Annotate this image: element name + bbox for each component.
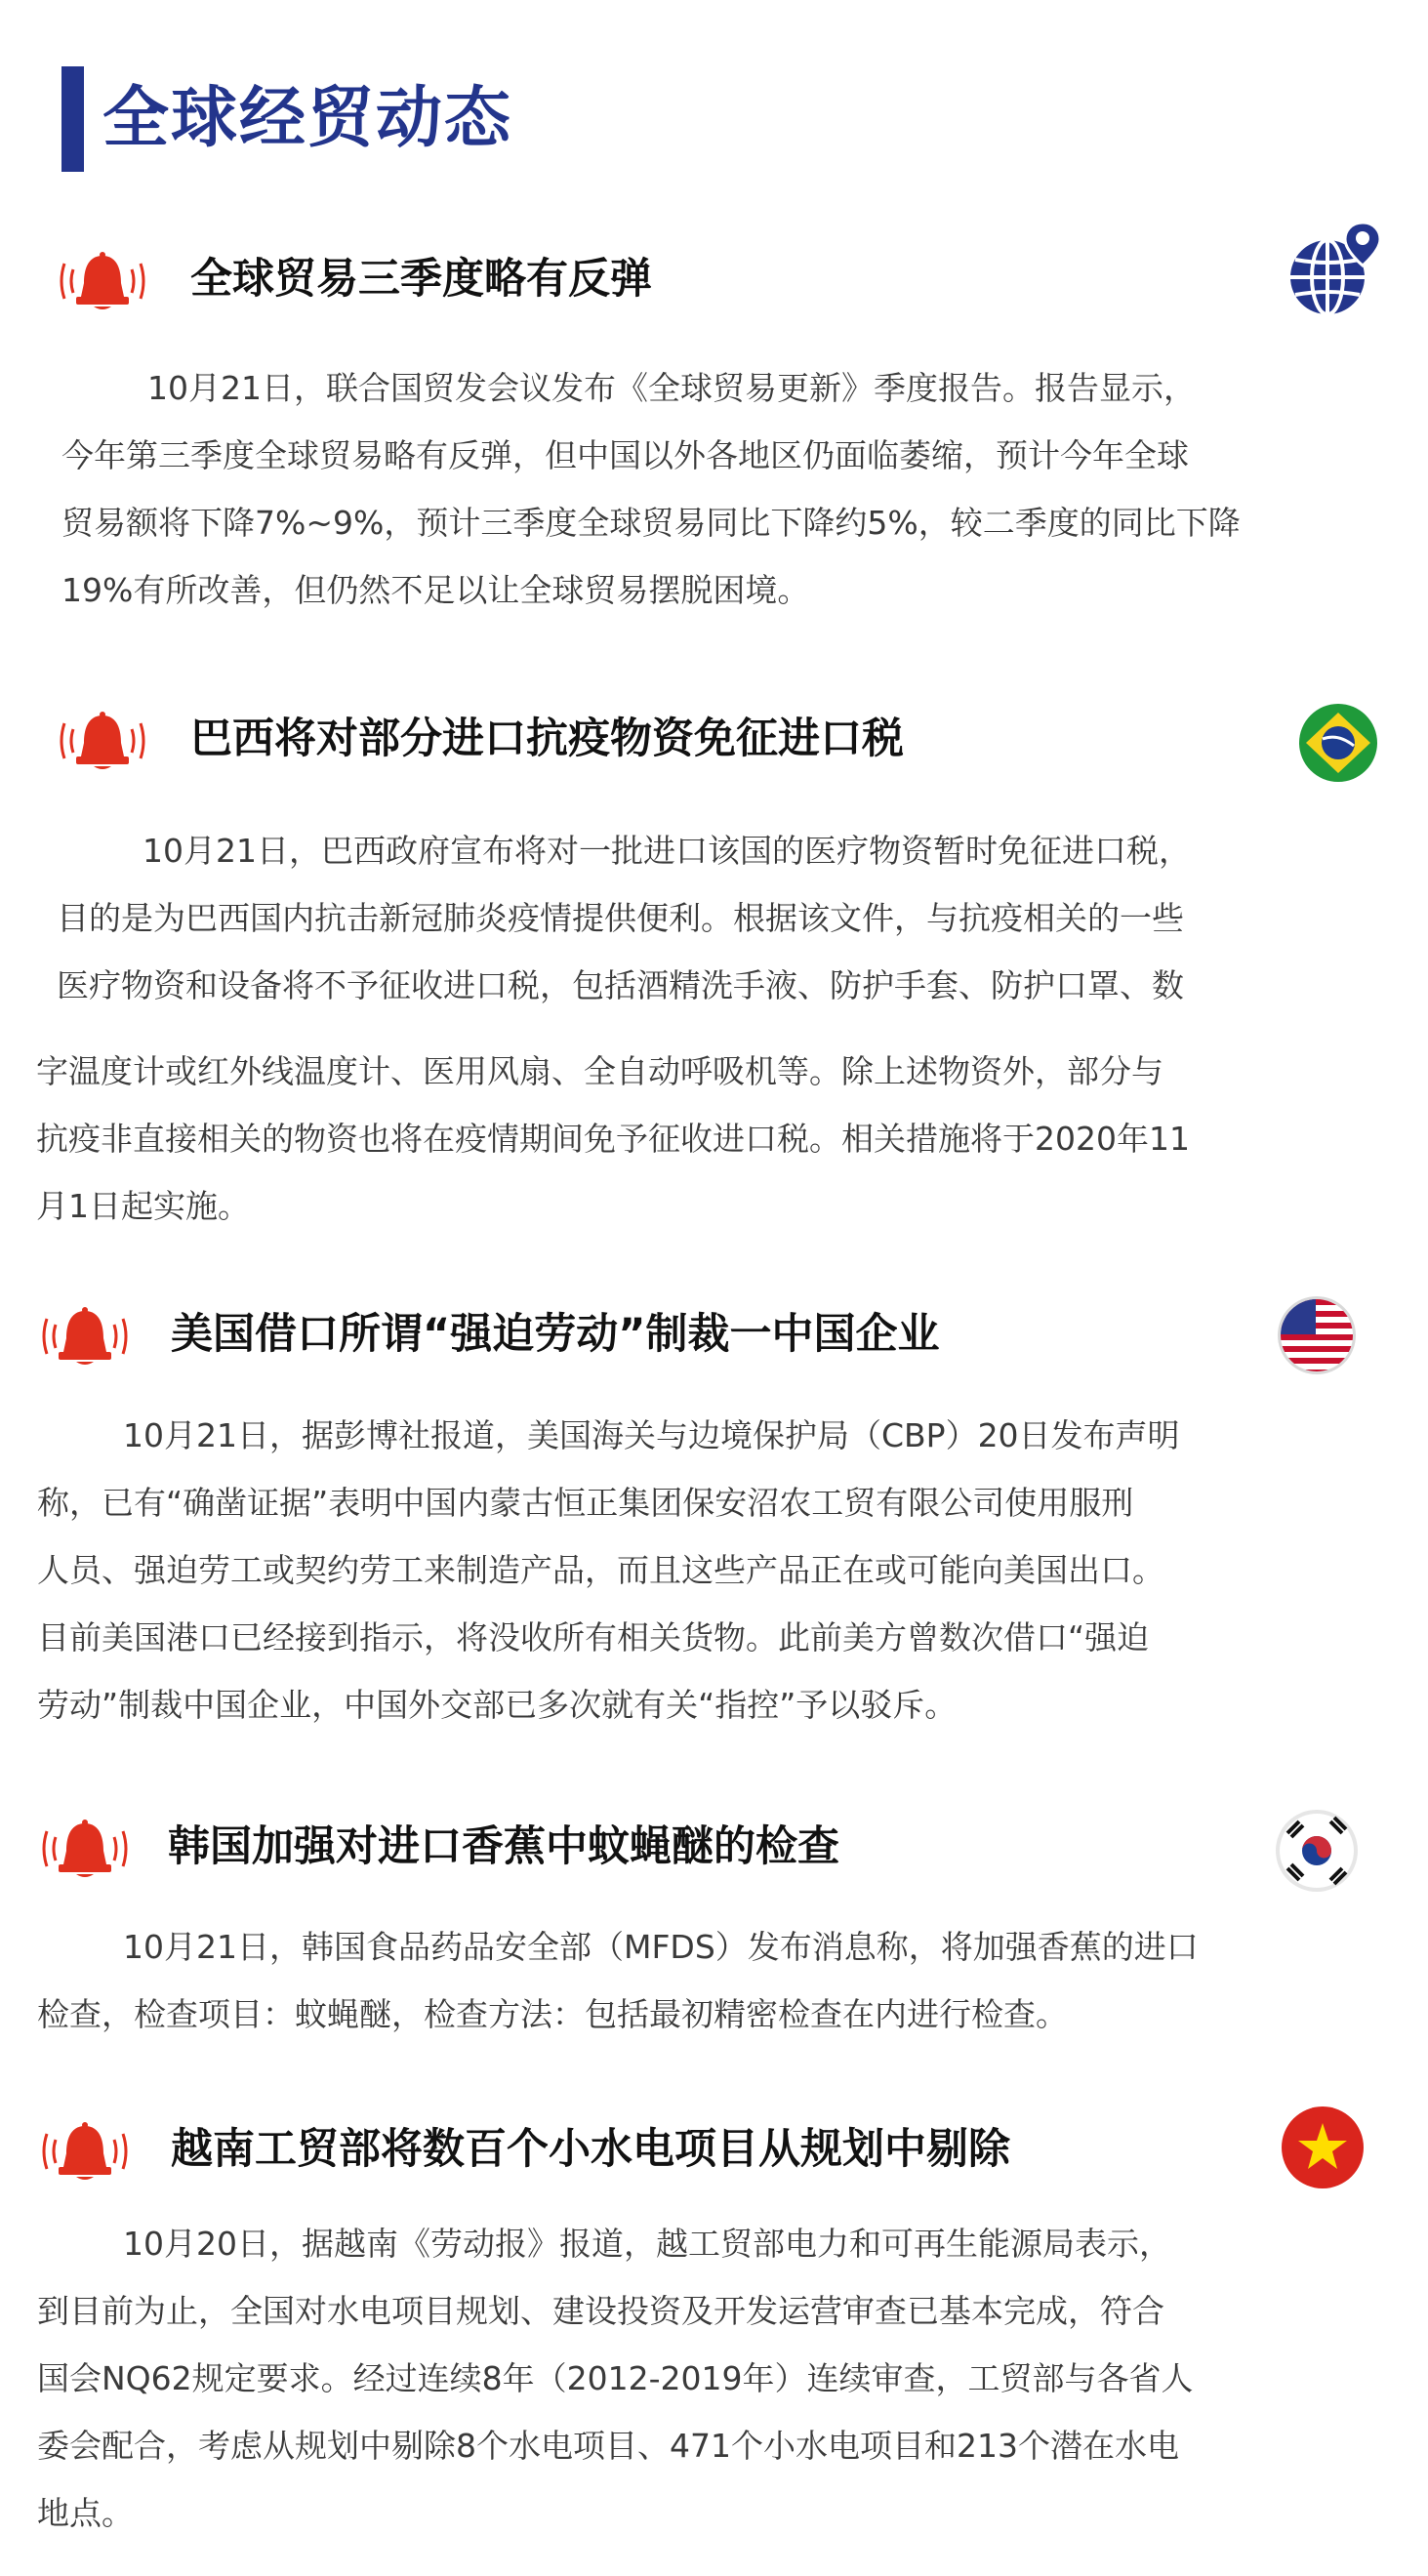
alarm-bell-icon bbox=[37, 1305, 133, 1368]
brazil-flag-icon bbox=[1298, 703, 1378, 783]
header-accent-bar bbox=[61, 66, 84, 172]
paragraph-line: 今年第三季度全球贸易略有反弹，但中国以外各地区仍面临萎缩，预计今年全球 bbox=[61, 436, 1189, 474]
alarm-bell-icon bbox=[55, 250, 150, 312]
paragraph-line: 检查，检查项目：蚊蝇醚，检查方法：包括最初精密检查在内进行检查。 bbox=[37, 1995, 1068, 2033]
vietnam-flag-icon bbox=[1281, 2106, 1365, 2189]
article-body bbox=[37, 1402, 1180, 1738]
paragraph-line: 19%有所改善，但仍然不足以让全球贸易摆脱困境。 bbox=[61, 571, 810, 609]
article-body bbox=[37, 1913, 1199, 2048]
article-headline: 巴西将对部分进口抗疫物资免征进口税 bbox=[190, 715, 904, 763]
page-title: 全球经贸动态 bbox=[102, 80, 513, 157]
paragraph-line: 10月21日，巴西政府宣布将对一批进口该国的医疗物资暂时免征进口税， bbox=[143, 832, 1191, 870]
alarm-bell-icon bbox=[37, 1818, 133, 1880]
article-body bbox=[37, 2210, 1194, 2547]
article-headline: 美国借口所谓“强迫劳动”制裁一中国企业 bbox=[171, 1310, 940, 1359]
paragraph-line: 字温度计或红外线温度计、医用风扇、全自动呼吸机等。除上述物资外，部分与 bbox=[36, 1052, 1163, 1090]
article-body-continued bbox=[36, 1038, 1190, 1240]
paragraph-line: 10月21日，联合国贸发会议发布《全球贸易更新》季度报告。报告显示， bbox=[147, 369, 1196, 407]
paragraph-line: 国会NQ62规定要求。经过连续8年（2012-2019年）连续审查，工贸部与各省人 bbox=[37, 2359, 1194, 2397]
article-headline: 韩国加强对进口香蕉中蚊蝇醚的检查 bbox=[168, 1822, 839, 1871]
alarm-bell-icon bbox=[37, 2120, 133, 2183]
paragraph-line: 月1日起实施。 bbox=[36, 1187, 250, 1225]
paragraph-line: 委会配合，考虑从规划中剔除8个水电项目、471个小水电项目和213个潜在水电 bbox=[37, 2427, 1179, 2465]
article-headline: 全球贸易三季度略有反弹 bbox=[190, 255, 652, 304]
paragraph-line: 医疗物资和设备将不予征收进口税，包括酒精洗手液、防护手套、防护口罩、数 bbox=[57, 966, 1184, 1004]
korea-flag-icon bbox=[1274, 1808, 1360, 1894]
paragraph-line: 称，已有“确凿证据”表明中国内蒙古恒正集团保安沼农工贸有限公司使用服刑 bbox=[37, 1484, 1134, 1522]
usa-flag-icon bbox=[1277, 1295, 1357, 1375]
article-body bbox=[57, 817, 1191, 1019]
article-body bbox=[61, 354, 1241, 624]
paragraph-line: 贸易额将下降7%~9%，预计三季度全球贸易同比下降约5%，较二季度的同比下降 bbox=[61, 504, 1241, 542]
paragraph-line: 目前美国港口已经接到指示，将没收所有相关货物。此前美方曾数次借口“强迫 bbox=[37, 1618, 1150, 1656]
paragraph-line: 劳动”制裁中国企业，中国外交部已多次就有关“指控”予以驳斥。 bbox=[37, 1686, 958, 1724]
paragraph-line: 人员、强迫劳工或契约劳工来制造产品，而且这些产品正在或可能向美国出口。 bbox=[37, 1551, 1164, 1589]
paragraph-line: 10月21日，据彭博社报道，美国海关与边境保护局（CBP）20日发布声明 bbox=[123, 1416, 1180, 1454]
article-headline: 越南工贸部将数百个小水电项目从规划中剔除 bbox=[171, 2125, 1010, 2174]
paragraph-line: 目的是为巴西国内抗击新冠肺炎疫情提供便利。根据该文件，与抗疫相关的一些 bbox=[57, 899, 1184, 937]
paragraph-line: 抗疫非直接相关的物资也将在疫情期间免予征收进口税。相关措施将于2020年11 bbox=[36, 1120, 1190, 1158]
globe-pin-icon bbox=[1286, 217, 1384, 320]
paragraph-line: 地点。 bbox=[37, 2494, 134, 2532]
paragraph-line: 10月20日，据越南《劳动报》报道，越工贸部电力和可再生能源局表示， bbox=[123, 2225, 1171, 2263]
paragraph-line: 10月21日，韩国食品药品安全部（MFDS）发布消息称，将加强香蕉的进口 bbox=[123, 1928, 1199, 1966]
paragraph-line: 到目前为止，全国对水电项目规划、建设投资及开发运营审查已基本完成，符合 bbox=[37, 2292, 1164, 2330]
alarm-bell-icon bbox=[55, 710, 150, 772]
